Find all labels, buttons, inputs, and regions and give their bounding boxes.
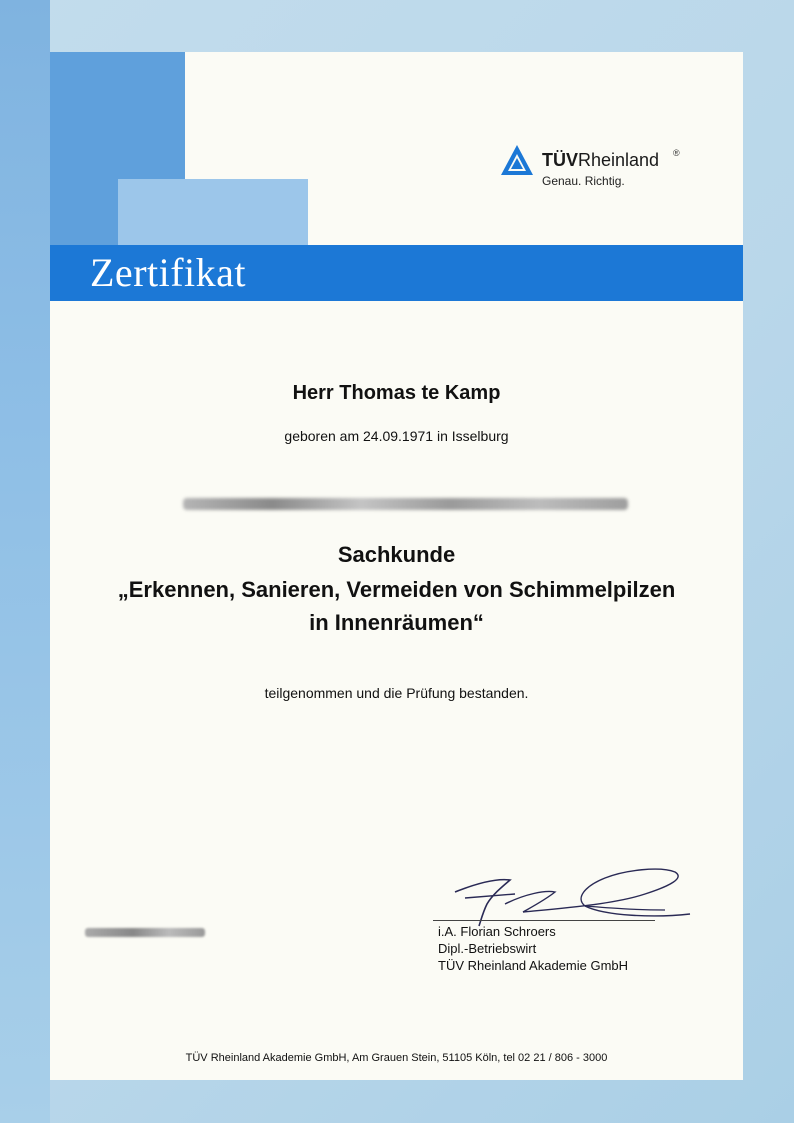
left-decorative-band <box>0 0 50 1123</box>
logo-wordmark: TÜVRheinland <box>542 150 660 170</box>
tuv-rheinland-logo <box>500 144 700 194</box>
tuv-triangle-icon <box>500 144 534 176</box>
document-title: Zertifikat <box>90 250 247 295</box>
logo-tagline: Genau. Richtig. <box>542 174 625 188</box>
course-title-line-1: „Erkennen, Sanieren, Vermeiden von Schimmelpilzen <box>117 577 676 602</box>
signer-organization: TÜV Rheinland Akademie GmbH <box>438 958 629 973</box>
course-title-line-2: in Innenräumen“ <box>309 610 484 635</box>
registered-mark: ® <box>673 148 680 158</box>
footer-address: TÜV Rheinland Akademie GmbH, Am Grauen Stein, 51105 Köln, tel 02 21 / 806 - 3000 <box>185 1052 608 1064</box>
birth-info: geboren am 24.09.1971 in Isselburg <box>284 428 509 444</box>
title-bar <box>50 245 743 301</box>
redacted-place-date <box>85 928 205 937</box>
exam-result: teilgenommen und die Prüfung bestanden. <box>264 685 529 701</box>
signer-title: Dipl.-Betriebswirt <box>438 941 537 956</box>
signature-line <box>433 920 655 921</box>
redacted-text <box>183 498 628 510</box>
certificate-sheet <box>50 52 743 1080</box>
recipient-name: Herr Thomas te Kamp <box>292 382 501 404</box>
course-heading: Sachkunde <box>337 542 456 567</box>
signer-name: i.A. Florian Schroers <box>438 924 556 939</box>
decorative-block-light <box>118 179 308 245</box>
